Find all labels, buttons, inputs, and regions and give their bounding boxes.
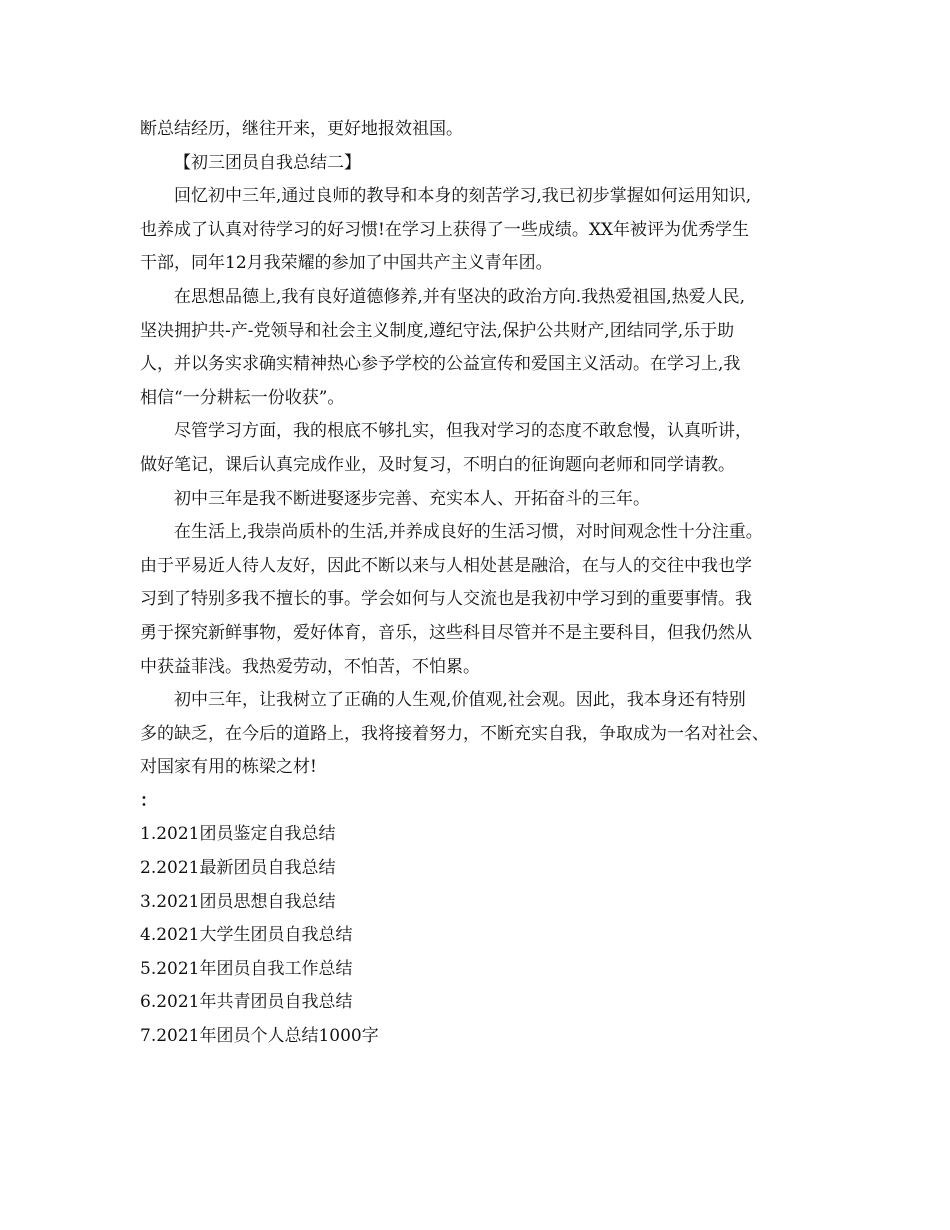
text-line: 回忆初中三年,通过良师的教导和本身的刻苦学习,我已初步掌握如何运用知识, <box>174 186 752 207</box>
text-line: 人，并以务实求确实精神热心参予学校的公益宣传和爱国主义活动。在学习上,我 <box>140 354 741 375</box>
text-line: 做好笔记，课后认真完成作业，及时复习，不明白的征询题向老师和同学请教。 <box>140 454 735 475</box>
text-line: 干部，同年12月我荣耀的参加了中国共产主义青年团。 <box>140 253 553 274</box>
related-list-item: 6.2021年共青团员自我总结 <box>140 992 353 1013</box>
text-line: 对国家有用的栋梁之材! <box>140 757 317 778</box>
text-line: 也养成了认真对待学习的好习惯!在学习上获得了一些成绩。XX年被评为优秀学生 <box>140 219 750 240</box>
text-line: 断总结经历，继往开来，更好地报效祖国。 <box>140 119 463 139</box>
document-body <box>140 113 812 1054</box>
text-line: 初中三年，让我树立了正确的人生观,价值观,社会观。因此，我本身还有特别 <box>174 690 746 711</box>
section-heading: 【初三团员自我总结二】 <box>174 152 361 173</box>
separator-colon: ： <box>140 790 157 811</box>
related-list-item: 5.2021年团员自我工作总结 <box>140 958 353 979</box>
text-line: 在生活上,我崇尚质朴的生活,并养成良好的生活习惯，对时间观念性十分注重。 <box>174 522 763 543</box>
text-line: 在思想品德上,我有良好道德修养,并有坚决的政治方向.我热爱祖国,热爱人民, <box>174 286 746 307</box>
text-line: 多的缺乏，在今后的道路上，我将接着努力，不断充实自我，争取成为一名对社会、 <box>140 723 769 744</box>
related-list-item: 7.2021年团员个人总结1000字 <box>140 1026 379 1047</box>
text-line: 由于平易近人待人友好，因此不断以来与人相处甚是融洽，在与人的交往中我也学 <box>140 555 752 576</box>
related-list-item: 4.2021大学生团员自我总结 <box>140 925 353 946</box>
text-line: 尽管学习方面，我的根底不够扎实，但我对学习的态度不敢怠慢，认真听讲， <box>174 421 752 442</box>
text-line: 中获益菲浅。我热爱劳动，不怕苦，不怕累。 <box>140 656 480 677</box>
related-list-item: 3.2021团员思想自我总结 <box>140 891 336 912</box>
text-line: 勇于探究新鲜事物，爱好体育，音乐，这些科目尽管并不是主要科目，但我仍然从 <box>140 622 752 643</box>
text-line: 相信“一分耕耘一份收获”。 <box>140 387 345 408</box>
related-list-item: 1.2021团员鉴定自我总结 <box>140 824 336 845</box>
text-line: 初中三年是我不断进娶逐步完善、充实本人、开拓奋斗的三年。 <box>174 488 650 509</box>
text-line: 坚决拥护共-产-党领导和社会主义制度,遵纪守法,保护公共财产,团结同学,乐于助 <box>140 320 735 341</box>
related-list-item: 2.2021最新团员自我总结 <box>140 858 336 879</box>
text-line: 习到了特别多我不擅长的事。学会如何与人交流也是我初中学习到的重要事情。我 <box>140 589 752 610</box>
